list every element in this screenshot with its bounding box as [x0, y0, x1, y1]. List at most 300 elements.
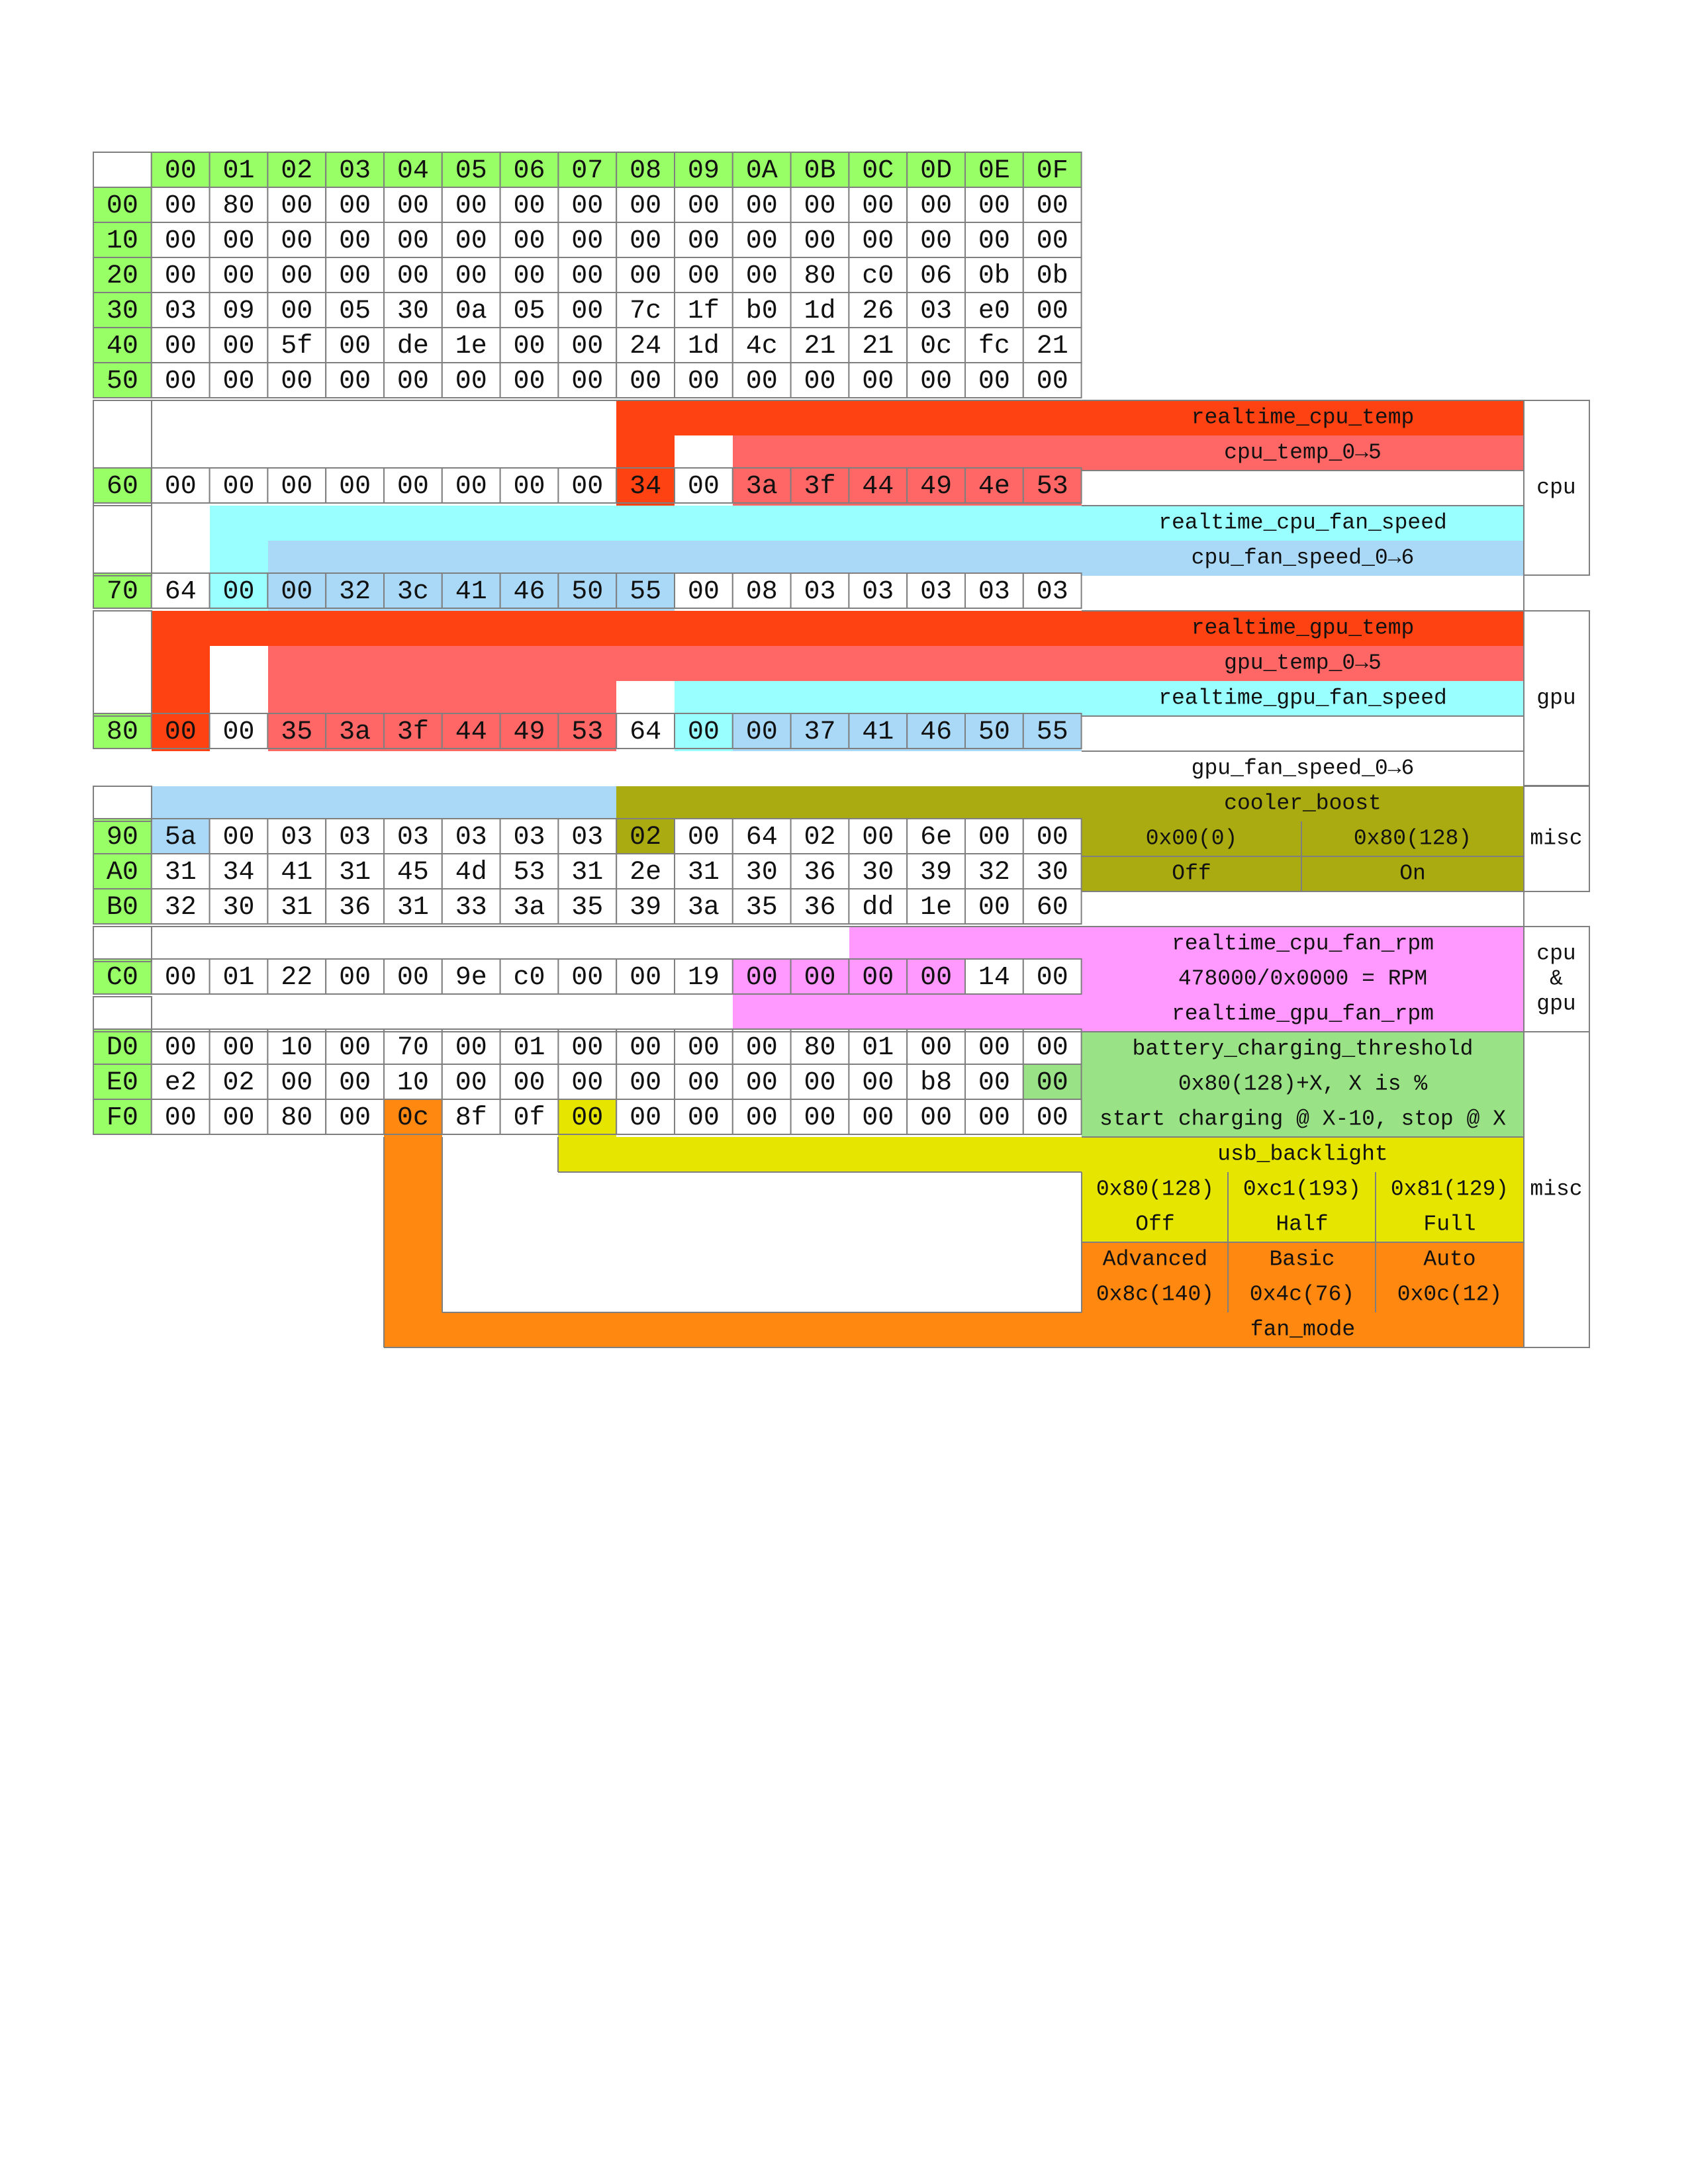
byte-cell-E0-a: 00	[745, 1068, 778, 1098]
byte-cell-20-8: 00	[630, 261, 662, 291]
cpu-temp-range-label: cpu_temp_0→5	[1224, 440, 1382, 465]
byte-cell-40-4: de	[397, 332, 429, 361]
byte-cell-20-5: 00	[455, 261, 487, 291]
byte-cell-D0-3: 00	[339, 1033, 371, 1063]
byte-cell-A0-1: 34	[222, 858, 255, 887]
byte-cell-F0-2: 80	[281, 1103, 313, 1133]
byte-cell-90-7: 03	[571, 823, 604, 852]
byte-cell-B0-0: 32	[164, 893, 197, 923]
byte-cell-10-8: 00	[630, 226, 662, 256]
byte-cell-E0-7: 00	[571, 1068, 604, 1098]
byte-cell-60-e: 4e	[978, 472, 1010, 502]
byte-cell-40-0: 00	[164, 332, 197, 361]
byte-cell-20-9: 00	[687, 261, 720, 291]
row-address-C0: C0	[106, 963, 138, 993]
byte-cell-20-0: 00	[164, 261, 197, 291]
byte-cell-60-d: 49	[920, 472, 953, 502]
byte-cell-C0-0: 00	[164, 963, 197, 993]
group-misc-cooler-label: misc	[1530, 826, 1583, 851]
byte-cell-90-5: 03	[455, 823, 487, 852]
fan-mode-label: fan_mode	[1250, 1317, 1356, 1342]
column-header-0B: 0B	[804, 156, 836, 186]
byte-cell-F0-7: 00	[571, 1103, 604, 1133]
byte-cell-E0-9: 00	[687, 1068, 720, 1098]
byte-cell-70-b: 03	[804, 577, 836, 607]
byte-cell-40-7: 00	[571, 332, 604, 361]
byte-cell-A0-7: 31	[571, 858, 604, 887]
battery-threshold-label: battery_charging_threshold	[1132, 1036, 1474, 1062]
byte-cell-30-e: e0	[978, 296, 1010, 326]
byte-cell-A0-8: 2e	[630, 858, 662, 887]
usb-backlight-label: usb_backlight	[1217, 1142, 1388, 1167]
byte-cell-D0-8: 00	[630, 1033, 662, 1063]
byte-cell-40-8: 24	[630, 332, 662, 361]
byte-cell-00-e: 00	[978, 191, 1010, 221]
byte-cell-C0-3: 00	[339, 963, 371, 993]
byte-cell-40-f: 21	[1036, 332, 1068, 361]
byte-cell-F0-c: 00	[862, 1103, 894, 1133]
byte-cell-70-3: 32	[339, 577, 371, 607]
group-misc-bottom-label: misc	[1530, 1177, 1583, 1202]
group-cpu-gpu-line3: gpu	[1536, 991, 1576, 1017]
byte-cell-C0-f: 00	[1036, 963, 1068, 993]
byte-cell-F0-a: 00	[745, 1103, 778, 1133]
column-header-01: 01	[222, 156, 255, 186]
byte-cell-A0-5: 4d	[455, 858, 487, 887]
byte-cell-90-c: 00	[862, 823, 894, 852]
row-address-50: 50	[106, 367, 138, 396]
byte-cell-60-8: 34	[630, 472, 662, 502]
byte-cell-10-6: 00	[513, 226, 545, 256]
row-address-00: 00	[106, 191, 138, 221]
byte-cell-70-6: 46	[513, 577, 545, 607]
realtime-gpu-fan-rpm-label: realtime_gpu_fan_rpm	[1171, 1001, 1434, 1026]
byte-cell-E0-3: 00	[339, 1068, 371, 1098]
byte-cell-80-4: 3f	[397, 717, 429, 747]
byte-cell-20-a: 00	[745, 261, 778, 291]
byte-cell-40-1: 00	[222, 332, 255, 361]
column-header-07: 07	[571, 156, 604, 186]
column-header-0D: 0D	[920, 156, 953, 186]
byte-cell-00-1: 80	[222, 191, 255, 221]
byte-cell-C0-5: 9e	[455, 963, 487, 993]
byte-cell-80-9: 00	[687, 717, 720, 747]
byte-cell-10-5: 00	[455, 226, 487, 256]
byte-cell-30-c: 26	[862, 296, 894, 326]
byte-cell-A0-f: 30	[1036, 858, 1068, 887]
corner-cell	[93, 152, 152, 187]
byte-cell-70-4: 3c	[397, 577, 429, 607]
byte-cell-10-f: 00	[1036, 226, 1068, 256]
byte-cell-60-b: 3f	[804, 472, 836, 502]
byte-cell-C0-c: 00	[862, 963, 894, 993]
byte-cell-00-d: 00	[920, 191, 953, 221]
byte-cell-20-1: 00	[222, 261, 255, 291]
byte-cell-E0-c: 00	[862, 1068, 894, 1098]
byte-cell-C0-2: 22	[281, 963, 313, 993]
byte-cell-30-2: 00	[281, 296, 313, 326]
byte-cell-C0-b: 00	[804, 963, 836, 993]
byte-cell-00-a: 00	[745, 191, 778, 221]
byte-cell-30-d: 03	[920, 296, 953, 326]
byte-cell-50-2: 00	[281, 367, 313, 396]
byte-cell-D0-7: 00	[571, 1033, 604, 1063]
byte-cell-60-9: 00	[687, 472, 720, 502]
byte-cell-60-2: 00	[281, 472, 313, 502]
byte-cell-B0-9: 3a	[687, 893, 720, 923]
byte-cell-20-2: 00	[281, 261, 313, 291]
byte-cell-50-6: 00	[513, 367, 545, 396]
byte-cell-90-f: 00	[1036, 823, 1068, 852]
byte-cell-30-a: b0	[745, 296, 778, 326]
byte-cell-10-9: 00	[687, 226, 720, 256]
byte-cell-70-c: 03	[862, 577, 894, 607]
realtime-cpu-temp-label: realtime_cpu_temp	[1191, 405, 1415, 430]
byte-cell-B0-7: 35	[571, 893, 604, 923]
battery-formula: 0x80(128)+X, X is %	[1178, 1071, 1428, 1097]
byte-cell-A0-d: 39	[920, 858, 953, 887]
byte-cell-80-b: 37	[804, 717, 836, 747]
byte-cell-C0-e: 14	[978, 963, 1010, 993]
byte-cell-B0-d: 1e	[920, 893, 953, 923]
byte-cell-70-1: 00	[222, 577, 255, 607]
byte-cell-E0-6: 00	[513, 1068, 545, 1098]
gpu-temp-range-label: gpu_temp_0→5	[1224, 651, 1382, 676]
byte-cell-A0-c: 30	[862, 858, 894, 887]
byte-cell-10-4: 00	[397, 226, 429, 256]
byte-cell-90-0: 5a	[164, 823, 197, 852]
byte-cell-30-4: 30	[397, 296, 429, 326]
byte-cell-00-5: 00	[455, 191, 487, 221]
byte-cell-30-0: 03	[164, 296, 197, 326]
byte-cell-C0-d: 00	[920, 963, 953, 993]
byte-cell-D0-1: 00	[222, 1033, 255, 1063]
byte-cell-00-0: 00	[164, 191, 197, 221]
byte-cell-F0-4: 0c	[397, 1103, 429, 1133]
row-address-E0: E0	[106, 1068, 138, 1098]
byte-cell-70-e: 03	[978, 577, 1010, 607]
byte-cell-B0-5: 33	[455, 893, 487, 923]
byte-cell-70-7: 50	[571, 577, 604, 607]
fan-mode-basic-label: Basic	[1269, 1247, 1335, 1272]
byte-cell-80-a: 00	[745, 717, 778, 747]
byte-cell-10-0: 00	[164, 226, 197, 256]
byte-cell-40-9: 1d	[687, 332, 720, 361]
byte-cell-D0-b: 80	[804, 1033, 836, 1063]
byte-cell-90-1: 00	[222, 823, 255, 852]
byte-cell-B0-b: 36	[804, 893, 836, 923]
byte-cell-50-1: 00	[222, 367, 255, 396]
usb-full-label: Full	[1423, 1212, 1476, 1237]
byte-cell-A0-a: 30	[745, 858, 778, 887]
byte-cell-60-7: 00	[571, 472, 604, 502]
byte-cell-60-6: 00	[513, 472, 545, 502]
byte-cell-60-5: 00	[455, 472, 487, 502]
column-header-0E: 0E	[978, 156, 1010, 186]
byte-cell-F0-6: 0f	[513, 1103, 545, 1133]
byte-cell-D0-f: 00	[1036, 1033, 1068, 1063]
row-address-D0: D0	[106, 1033, 138, 1063]
group-gpu-label: gpu	[1536, 686, 1576, 711]
byte-cell-80-1: 00	[222, 717, 255, 747]
byte-cell-30-b: 1d	[804, 296, 836, 326]
column-header-02: 02	[281, 156, 313, 186]
byte-cell-90-3: 03	[339, 823, 371, 852]
byte-cell-B0-3: 36	[339, 893, 371, 923]
row-address-F0: F0	[106, 1103, 138, 1133]
byte-cell-50-f: 00	[1036, 367, 1068, 396]
byte-cell-50-a: 00	[745, 367, 778, 396]
rpm-formula: 478000/0x0000 = RPM	[1178, 966, 1428, 991]
byte-cell-30-5: 0a	[455, 296, 487, 326]
byte-cell-60-1: 00	[222, 472, 255, 502]
realtime-cpu-fan-speed-label: realtime_cpu_fan_speed	[1158, 510, 1447, 535]
group-cpu-gpu-line1: cpu	[1536, 941, 1576, 966]
byte-cell-80-c: 41	[862, 717, 894, 747]
cooler-boost-off-value: 0x00(0)	[1145, 826, 1238, 851]
byte-cell-B0-e: 00	[978, 893, 1010, 923]
byte-cell-A0-9: 31	[687, 858, 720, 887]
byte-cell-00-6: 00	[513, 191, 545, 221]
byte-cell-80-e: 50	[978, 717, 1010, 747]
byte-cell-C0-7: 00	[571, 963, 604, 993]
byte-cell-B0-f: 60	[1036, 893, 1068, 923]
byte-cell-30-7: 00	[571, 296, 604, 326]
byte-cell-40-2: 5f	[281, 332, 313, 361]
column-header-03: 03	[339, 156, 371, 186]
group-cpu-label: cpu	[1536, 475, 1576, 500]
realtime-gpu-temp-label: realtime_gpu_temp	[1191, 615, 1415, 641]
byte-cell-E0-e: 00	[978, 1068, 1010, 1098]
row-address-90: 90	[106, 823, 138, 852]
byte-cell-D0-d: 00	[920, 1033, 953, 1063]
byte-cell-70-a: 08	[745, 577, 778, 607]
column-header-04: 04	[397, 156, 429, 186]
byte-cell-D0-c: 01	[862, 1033, 894, 1063]
battery-note: start charging @ X-10, stop @ X	[1100, 1107, 1506, 1132]
byte-cell-00-9: 00	[687, 191, 720, 221]
realtime-cpu-fan-rpm-label: realtime_cpu_fan_rpm	[1171, 931, 1434, 956]
byte-cell-20-6: 00	[513, 261, 545, 291]
byte-cell-50-8: 00	[630, 367, 662, 396]
byte-cell-40-3: 00	[339, 332, 371, 361]
byte-cell-30-3: 05	[339, 296, 371, 326]
byte-cell-90-8: 02	[630, 823, 662, 852]
usb-off-label: Off	[1135, 1212, 1175, 1237]
byte-cell-B0-4: 31	[397, 893, 429, 923]
byte-cell-10-1: 00	[222, 226, 255, 256]
byte-cell-E0-f: 00	[1036, 1068, 1068, 1098]
byte-cell-40-c: 21	[862, 332, 894, 361]
row-address-30: 30	[106, 296, 138, 326]
byte-cell-C0-6: c0	[513, 963, 545, 993]
byte-cell-80-5: 44	[455, 717, 487, 747]
byte-cell-70-d: 03	[920, 577, 953, 607]
byte-cell-10-c: 00	[862, 226, 894, 256]
byte-cell-D0-a: 00	[745, 1033, 778, 1063]
byte-cell-E0-4: 10	[397, 1068, 429, 1098]
byte-cell-80-3: 3a	[339, 717, 371, 747]
byte-cell-F0-e: 00	[978, 1103, 1010, 1133]
fan-mode-advanced-label: Advanced	[1102, 1247, 1208, 1272]
byte-cell-50-4: 00	[397, 367, 429, 396]
byte-cell-90-b: 02	[804, 823, 836, 852]
row-address-20: 20	[106, 261, 138, 291]
byte-cell-F0-b: 00	[804, 1103, 836, 1133]
cooler-boost-label: cooler_boost	[1224, 791, 1382, 816]
byte-cell-40-e: fc	[978, 332, 1010, 361]
byte-cell-D0-2: 10	[281, 1033, 313, 1063]
byte-cell-F0-d: 00	[920, 1103, 953, 1133]
byte-cell-30-8: 7c	[630, 296, 662, 326]
byte-cell-10-a: 00	[745, 226, 778, 256]
byte-cell-80-2: 35	[281, 717, 313, 747]
cpu-fan-speed-range-label: cpu_fan_speed_0→6	[1191, 545, 1415, 570]
byte-cell-B0-6: 3a	[513, 893, 545, 923]
byte-cell-60-c: 44	[862, 472, 894, 502]
byte-cell-20-d: 06	[920, 261, 953, 291]
usb-half-value: 0xc1(193)	[1243, 1177, 1362, 1202]
cooler-boost-on-value: 0x80(128)	[1353, 826, 1472, 851]
column-header-09: 09	[687, 156, 720, 186]
byte-cell-30-f: 00	[1036, 296, 1068, 326]
column-header-0F: 0F	[1036, 156, 1068, 186]
byte-cell-50-3: 00	[339, 367, 371, 396]
byte-cell-C0-8: 00	[630, 963, 662, 993]
fan-mode-auto-label: Auto	[1423, 1247, 1476, 1272]
byte-cell-00-f: 00	[1036, 191, 1068, 221]
row-address-80: 80	[106, 717, 138, 747]
byte-cell-D0-6: 01	[513, 1033, 545, 1063]
byte-cell-F0-5: 8f	[455, 1103, 487, 1133]
byte-cell-A0-4: 45	[397, 858, 429, 887]
byte-cell-10-d: 00	[920, 226, 953, 256]
byte-cell-B0-2: 31	[281, 893, 313, 923]
row-address-70: 70	[106, 577, 138, 607]
gpu-fan-speed-range-label: gpu_fan_speed_0→6	[1191, 756, 1415, 781]
byte-cell-50-9: 00	[687, 367, 720, 396]
byte-cell-00-c: 00	[862, 191, 894, 221]
byte-cell-20-c: c0	[862, 261, 894, 291]
byte-cell-60-4: 00	[397, 472, 429, 502]
byte-cell-90-e: 00	[978, 823, 1010, 852]
byte-cell-F0-9: 00	[687, 1103, 720, 1133]
byte-cell-40-a: 4c	[745, 332, 778, 361]
byte-cell-D0-e: 00	[978, 1033, 1010, 1063]
byte-cell-E0-d: b8	[920, 1068, 953, 1098]
cooler-boost-off-label: Off	[1172, 861, 1211, 886]
row-address-40: 40	[106, 332, 138, 361]
byte-cell-D0-4: 70	[397, 1033, 429, 1063]
realtime-gpu-fan-speed-label: realtime_gpu_fan_speed	[1158, 686, 1447, 711]
byte-cell-00-7: 00	[571, 191, 604, 221]
byte-cell-90-4: 03	[397, 823, 429, 852]
byte-cell-E0-b: 00	[804, 1068, 836, 1098]
fan-mode-auto-value: 0x0c(12)	[1397, 1282, 1503, 1307]
byte-cell-50-c: 00	[862, 367, 894, 396]
column-header-0A: 0A	[745, 156, 778, 186]
byte-cell-00-2: 00	[281, 191, 313, 221]
fan-mode-advanced-value: 0x8c(140)	[1096, 1282, 1215, 1307]
usb-half-label: Half	[1276, 1212, 1329, 1237]
byte-cell-10-b: 00	[804, 226, 836, 256]
byte-cell-F0-f: 00	[1036, 1103, 1068, 1133]
byte-cell-A0-6: 53	[513, 858, 545, 887]
row-address-B0: B0	[106, 893, 138, 923]
byte-cell-70-0: 64	[164, 577, 197, 607]
byte-cell-C0-9: 19	[687, 963, 720, 993]
byte-cell-90-6: 03	[513, 823, 545, 852]
byte-cell-60-3: 00	[339, 472, 371, 502]
byte-cell-40-6: 00	[513, 332, 545, 361]
byte-cell-50-5: 00	[455, 367, 487, 396]
byte-cell-00-b: 00	[804, 191, 836, 221]
byte-cell-C0-4: 00	[397, 963, 429, 993]
cooler-boost-on-label: On	[1399, 861, 1426, 886]
byte-cell-20-e: 0b	[978, 261, 1010, 291]
byte-cell-A0-2: 41	[281, 858, 313, 887]
fan-mode-basic-value: 0x4c(76)	[1249, 1282, 1355, 1307]
byte-cell-F0-8: 00	[630, 1103, 662, 1133]
byte-cell-30-9: 1f	[687, 296, 720, 326]
byte-cell-10-3: 00	[339, 226, 371, 256]
byte-cell-10-7: 00	[571, 226, 604, 256]
byte-cell-B0-a: 35	[745, 893, 778, 923]
byte-cell-20-4: 00	[397, 261, 429, 291]
row-address-60: 60	[106, 472, 138, 502]
byte-cell-D0-5: 00	[455, 1033, 487, 1063]
byte-cell-20-b: 80	[804, 261, 836, 291]
byte-cell-D0-0: 00	[164, 1033, 197, 1063]
byte-cell-30-1: 09	[222, 296, 255, 326]
column-header-08: 08	[630, 156, 662, 186]
byte-cell-70-8: 55	[630, 577, 662, 607]
byte-cell-90-9: 00	[687, 823, 720, 852]
byte-cell-00-8: 00	[630, 191, 662, 221]
usb-full-value: 0x81(129)	[1390, 1177, 1509, 1202]
byte-cell-00-3: 00	[339, 191, 371, 221]
byte-cell-60-a: 3a	[745, 472, 778, 502]
byte-cell-C0-a: 00	[745, 963, 778, 993]
byte-cell-30-6: 05	[513, 296, 545, 326]
byte-cell-C0-1: 01	[222, 963, 255, 993]
byte-cell-50-7: 00	[571, 367, 604, 396]
byte-cell-20-3: 00	[339, 261, 371, 291]
byte-cell-80-0: 00	[164, 717, 197, 747]
byte-cell-90-a: 64	[745, 823, 778, 852]
byte-cell-80-8: 64	[630, 717, 662, 747]
byte-cell-A0-e: 32	[978, 858, 1010, 887]
byte-cell-00-4: 00	[397, 191, 429, 221]
byte-cell-50-d: 00	[920, 367, 953, 396]
byte-cell-20-f: 0b	[1036, 261, 1068, 291]
byte-cell-F0-0: 00	[164, 1103, 197, 1133]
byte-cell-50-0: 00	[164, 367, 197, 396]
usb-off-value: 0x80(128)	[1096, 1177, 1215, 1202]
column-header-00: 00	[164, 156, 197, 186]
byte-cell-A0-0: 31	[164, 858, 197, 887]
byte-cell-60-f: 53	[1036, 472, 1068, 502]
byte-cell-80-6: 49	[513, 717, 545, 747]
byte-cell-60-0: 00	[164, 472, 197, 502]
byte-cell-40-5: 1e	[455, 332, 487, 361]
byte-cell-40-d: 0c	[920, 332, 953, 361]
byte-cell-70-2: 00	[281, 577, 313, 607]
byte-cell-A0-b: 36	[804, 858, 836, 887]
byte-cell-40-b: 21	[804, 332, 836, 361]
byte-cell-10-e: 00	[978, 226, 1010, 256]
column-header-05: 05	[455, 156, 487, 186]
